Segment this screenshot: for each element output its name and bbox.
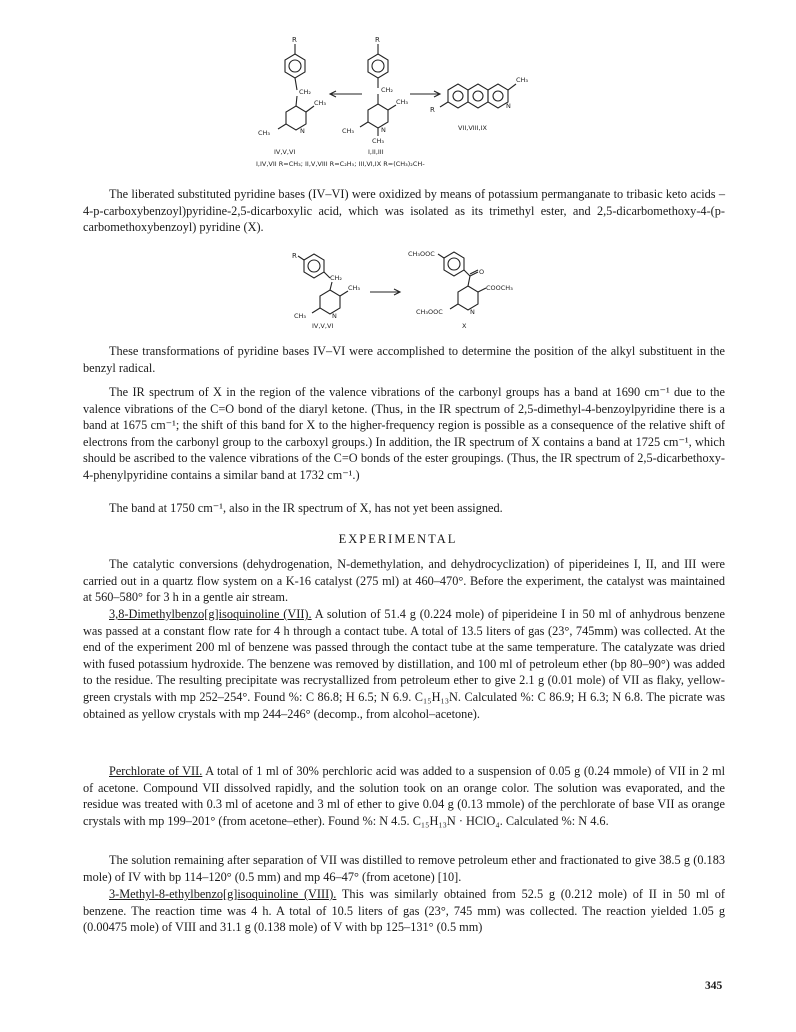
- svg-text:CH₃: CH₃: [294, 312, 307, 320]
- benzoisoquinoline-compound-right: [430, 76, 528, 132]
- perchlorate-body: A total of 1 ml of 30% perchloric acid was added to a suspension of 0.05 g (0.24 mmole) of VII in 2 ml of acetone. Compound VII dissolved rapidly, and the solution took on an orange color. The solution was evaporated, and the residue was treated with 0.3 ml of acetone and 3 ml of ether to give 0.04 g (0.13 mmole) of the perchlorate of base VII as orange crystals with mp 199–201° (from acetone–ether). Found %: N 4.5. C₁₅H₁₃N · HClO₄. Calculated %: N 4.6.: [83, 764, 725, 828]
- piperideine-compound-middle: [342, 36, 408, 156]
- paragraph-catalytic-conversions: The catalytic conversions (dehydrogenation, N-demethylation, and dehydrocyclization) of piperideines I, II, and III were carried out in a quartz flow system on a K-16 catalyst (275 ml) at 460–470°. Before the experiment, the catalyst was maintained at 560–580° for 3 h in a gentle air stream.: [83, 557, 725, 605]
- svg-text:CH₃OOC: CH₃OOC: [408, 250, 435, 258]
- svg-text:CH₃: CH₃: [372, 137, 385, 145]
- compound-viii-title: 3-Methyl-8-ethylbenzo[g]isoquinoline (VIII).: [109, 887, 337, 901]
- paragraph-compound-vii: [83, 606, 725, 722]
- pyridine-compound-left: [292, 252, 360, 330]
- svg-text:VII,VIII,IX: VII,VIII,IX: [458, 124, 487, 132]
- svg-text:CH₃OOC: CH₃OOC: [416, 308, 443, 316]
- svg-text:N: N: [332, 312, 337, 320]
- svg-text:CH₃: CH₃: [348, 284, 361, 292]
- svg-text:CH₂: CH₂: [299, 88, 312, 96]
- svg-text:CH₂: CH₂: [330, 274, 343, 282]
- paragraph-transformations: These transformations of pyridine bases IV–VI were accomplished to determine the position of the alkyl substituent in the benzyl radical.: [83, 344, 725, 375]
- paragraph-remaining-solution: The solution remaining after separation of VII was distilled to remove petroleum ether and fractionated to give 38.5 g (0.183 mole) of IV with bp 114–120° (0.5 mm) and mp 46–47° (from acetone) [10].: [83, 853, 725, 884]
- svg-text:X: X: [462, 322, 467, 330]
- page-number: 345: [705, 980, 723, 992]
- svg-text:IV,V,VI: IV,V,VI: [274, 148, 296, 156]
- paragraph-perchlorate: [83, 763, 725, 829]
- paragraph-band-1750: The band at 1750 cm⁻¹, also in the IR spectrum of X, has not yet been assigned.: [109, 501, 503, 515]
- svg-text:R: R: [292, 36, 297, 44]
- paragraph-oxidation: The liberated substituted pyridine bases (IV–VI) were oxidized by means of potassium permanganate to tribasic keto acids – 4-p-carboxybenzoyl)pyridine-2,5-dicarboxylic acid, which was isolated as its trimethyl ester, and 2,5-dicarbomethoxy-4-(p-carbomethoxybenzoyl) pyridine (X).: [83, 187, 725, 235]
- paragraph-ir-spectrum: The IR spectrum of X in the region of the valence vibrations of the carbonyl groups has a band at 1690 cm⁻¹ due to the valence vibrations of the C=O bond of the diaryl ketone. (Thus, in the IR spectrum of 2,5-dimethyl-4-benzoylpyridine there is a band at 1675 cm⁻¹; the shift of this band for X to the higher-frequency region is possible as a consequence of the relative shift of electrons from the carbonyl group to the carboxyl groups.) In addition, the IR spectrum of X contains a band at 1725 cm⁻¹, which should be ascribed to the valence vibrations of the C=O bonds of the ester groupings. (Thus, the IR spectrum of 2,5-dicarbethoxy-4-phenylpyridine contains a similar band at 1732 cm⁻¹.): [83, 385, 725, 482]
- compound-vii-title: 3,8-Dimethylbenzo[g]isoquinoline (VII).: [109, 607, 312, 621]
- svg-text:I,II,III: I,II,III: [368, 148, 384, 156]
- scheme-1-structures: [250, 32, 550, 172]
- svg-text:CH₃: CH₃: [342, 127, 355, 135]
- svg-text:R: R: [430, 106, 435, 114]
- svg-text:R: R: [292, 252, 297, 260]
- scheme-1-caption: I,IV,VII R=CH₃; II,V,VIII R=C₂H₅; III,VI,IX R=(CH₃)₂CH-: [256, 160, 425, 168]
- ester-compound-x: [408, 250, 513, 330]
- svg-text:N: N: [300, 127, 305, 135]
- compound-viii-body: This was similarly obtained from 52.5 g (0.212 mole) of II in 50 ml of benzene. The reaction time was 4 h. A total of 10.5 liters of gas (23°, 745 mm) was collected. The reaction yielded 1.05 g (0.00475 mole) of VIII and 31.1 g (0.138 mole) of V with bp 125–131° (0.5 mm): [83, 887, 725, 935]
- compound-vii-body: A solution of 51.4 g (0.224 mole) of piperideine I in 50 ml of anhydrous benzene was passed at a constant flow rate for 4 h through a contact tube. A total of 13.5 liters of gas (23°, 745mm) was collected. At the end of the experiment 200 ml of benzene was passed through the contact tube at the same temperature. The catalyzate was dried with fused potassium hydroxide. The benzene was removed by distillation, and 100 ml of petroleum ether (bp 80–90°) was added to the residue. The resulting precipitate was recrystallized from petroleum ether to give 2.1 g (0.01 mole) of VII as flaky, yellow-green crystals with mp 252–254°. Found %: C 86.8; H 6.5; N 6.9. C₁₅H₁₃N. Calculated %: C 86.9; H 6.3; N 6.8. The picrate was obtained as yellow crystals with mp 244–246° (decomp., from alcohol–acetone).: [83, 607, 725, 721]
- scheme-2-structures: [290, 244, 530, 334]
- svg-text:N: N: [506, 102, 511, 110]
- svg-text:CH₃: CH₃: [396, 98, 409, 106]
- section-heading-experimental: EXPERIMENTAL: [338, 532, 458, 546]
- svg-text:N: N: [470, 308, 475, 316]
- svg-text:N: N: [381, 126, 386, 134]
- perchlorate-title: Perchlorate of VII.: [109, 764, 203, 778]
- svg-text:CH₃: CH₃: [314, 99, 327, 107]
- pyridine-compound-left: [258, 36, 326, 156]
- svg-text:R: R: [375, 36, 380, 44]
- svg-text:O: O: [479, 268, 485, 276]
- paragraph-compound-viii: [83, 886, 725, 936]
- svg-text:CH₃: CH₃: [258, 129, 271, 137]
- svg-text:COOCH₃: COOCH₃: [486, 284, 513, 292]
- svg-text:CH₂: CH₂: [381, 86, 394, 94]
- reaction-scheme-2: [290, 244, 530, 334]
- svg-text:CH₃: CH₃: [516, 76, 529, 84]
- svg-text:IV,V,VI: IV,V,VI: [312, 322, 334, 330]
- reaction-scheme-1: [250, 32, 550, 172]
